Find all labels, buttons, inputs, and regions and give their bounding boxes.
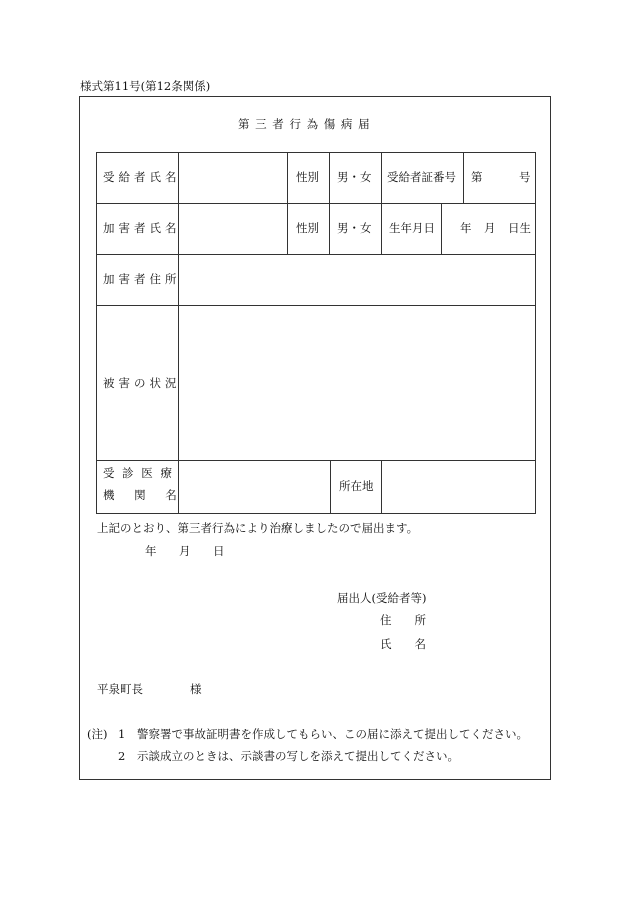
dob-label: 生年月日: [389, 221, 435, 235]
date-year: 年: [145, 544, 157, 558]
recipient-name-field[interactable]: [187, 160, 283, 196]
recipient-name: 平泉町長: [97, 682, 143, 696]
form-title: 第 三 者 行 為 傷 病 届: [238, 117, 371, 131]
note-number: 2: [118, 749, 126, 763]
submitter-title: 届出人(受給者等): [337, 591, 427, 605]
note-number: 1: [118, 727, 126, 741]
date-day: 日: [213, 544, 225, 558]
dob-year: 年: [460, 221, 472, 235]
cert-number-suffix: 号: [519, 170, 531, 184]
form-number: 様式第11号(第12条関係): [80, 79, 211, 93]
recipient-sex-label: 性別: [296, 170, 319, 184]
clinic-label-line2: 機 関 名: [103, 488, 185, 502]
note-text: 警察署で事故証明書を作成してもらい、この届に添えて提出してください。: [137, 727, 528, 741]
recipient-name-label: 受給者氏名: [103, 170, 181, 184]
submitter-address-label: 住 所: [380, 613, 426, 627]
offender-name-field[interactable]: [187, 210, 283, 246]
offender-sex-label: 性別: [296, 221, 319, 235]
damage-situation-label: 被害の状況: [103, 376, 181, 390]
offender-address-field[interactable]: [187, 260, 527, 298]
notes-label: (注): [87, 727, 108, 741]
clinic-location-field[interactable]: [389, 466, 529, 506]
damage-situation-field[interactable]: [187, 312, 527, 452]
clinic-location-label: 所在地: [339, 479, 374, 493]
dob-month: 月: [484, 221, 496, 235]
clinic-label-line1: 受 診 医 療: [103, 466, 174, 480]
submitter-name-label: 氏 名: [380, 637, 426, 651]
offender-sex-option[interactable]: 男・女: [337, 221, 372, 235]
clinic-name-field[interactable]: [187, 466, 323, 506]
dob-day: 日生: [508, 221, 531, 235]
offender-address-label: 加害者住所: [103, 272, 181, 286]
note-text: 示談成立のときは、示談書の写しを添えて提出してください。: [137, 749, 459, 763]
offender-name-label: 加害者氏名: [103, 221, 181, 235]
recipient-suffix: 様: [190, 682, 202, 696]
recipient-sex-option[interactable]: 男・女: [337, 170, 372, 184]
cert-number-prefix: 第: [471, 170, 483, 184]
cert-number-label: 受給者証番号: [387, 170, 456, 184]
date-month: 月: [179, 544, 191, 558]
statement-text: 上記のとおり、第三者行為により治療しましたので届出ます。: [97, 521, 419, 535]
